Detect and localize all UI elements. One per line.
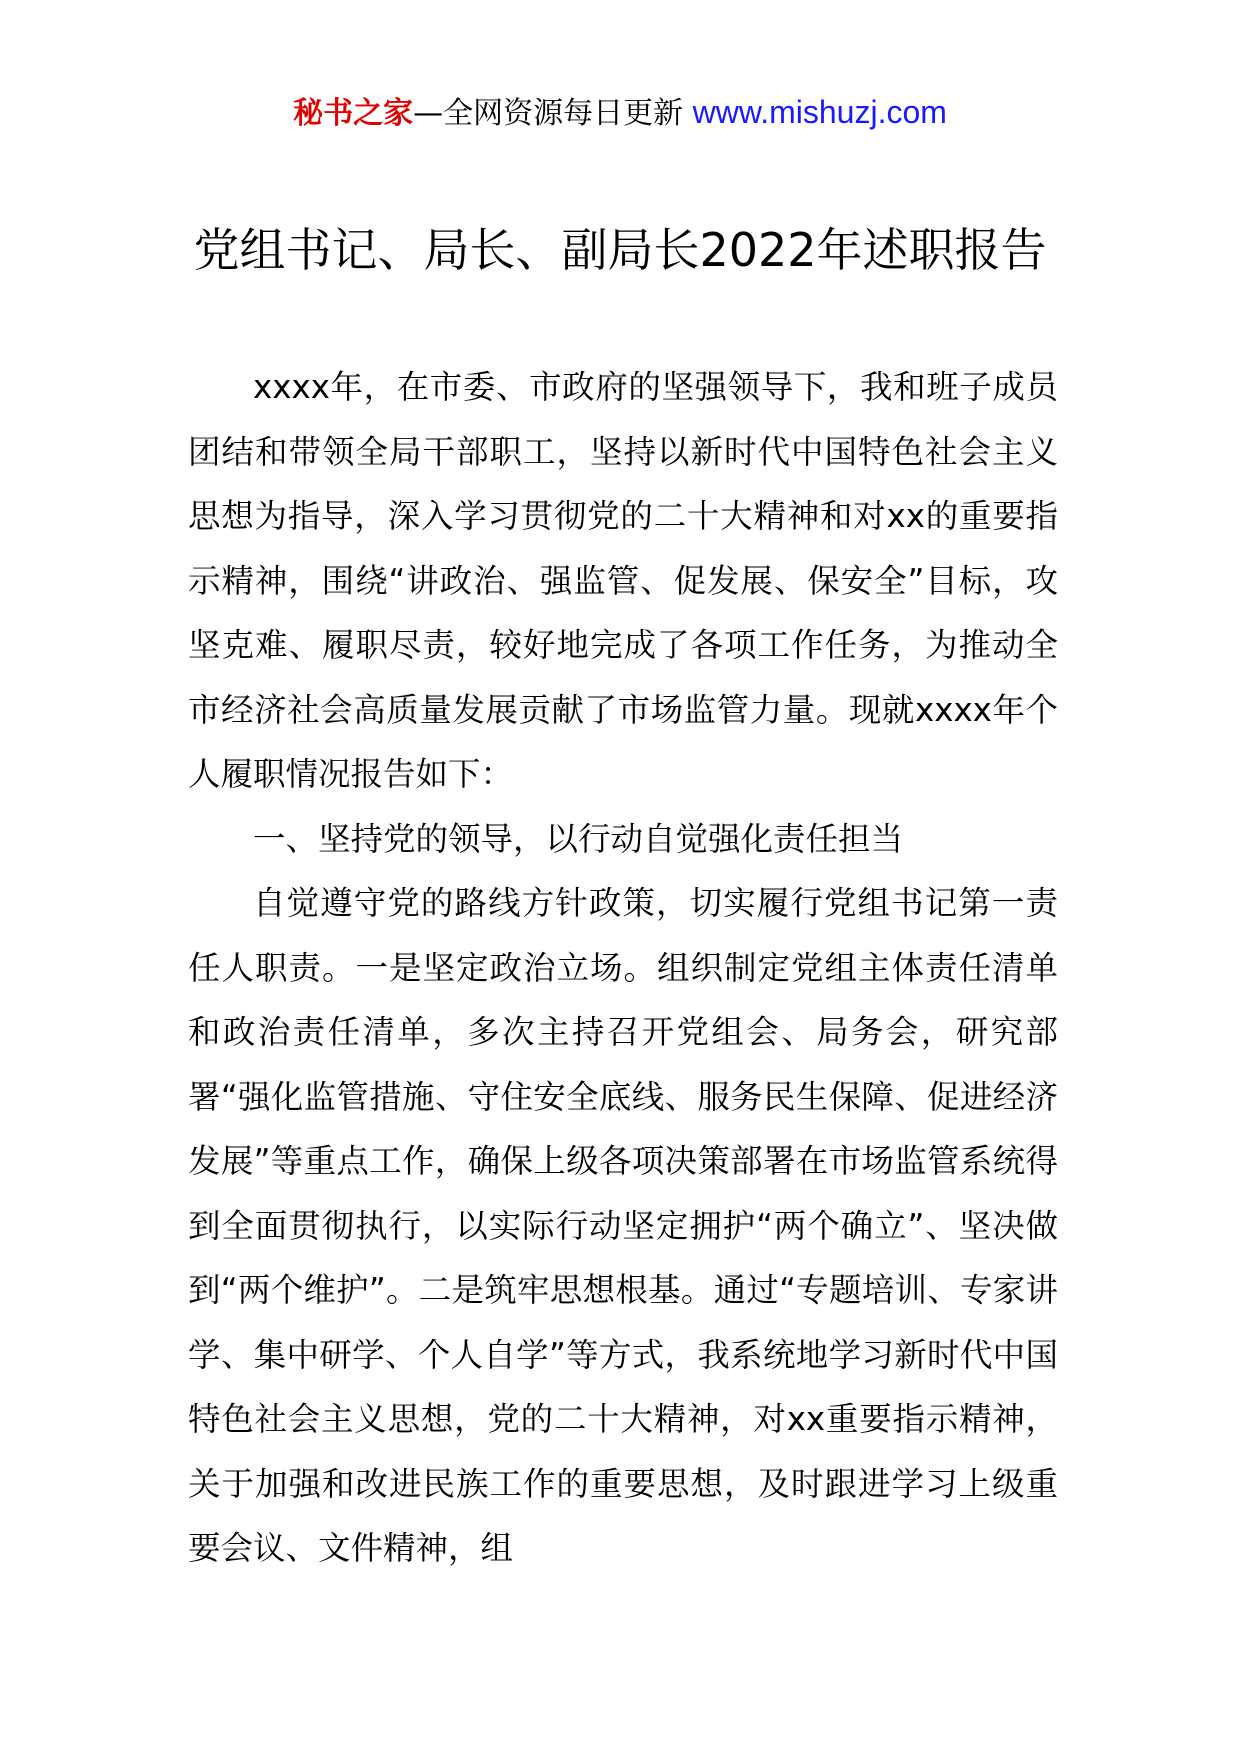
section-heading: 一、坚持党的领导，以行动自觉强化责任担当 xyxy=(253,819,904,858)
document-title: 党组书记、局长、副局长2022年述职报告 xyxy=(193,223,1047,277)
site-header xyxy=(0,92,1240,134)
section-paragraph: 自觉遵守党的路线方针政策，切实履行党组书记第一责任人职责。一是坚定政治立场。组织制定党组主体责任清单和政治责任清单，多次主持召开党组会、局务会，研究部署“强化监管措施、守住安全底线、服务民生保障、促进经济发展”等重点工作，确保上级各项决策部署在市场监管系统得到全面贯彻执行，以实际行动坚定拥护“两个确立”、坚决做到“两个维护”。二是筑牢思想根基。通过“专题培训、专家讲学、集中研学、个人自学”等方式，我系统地学习新时代中国特色社会主义思想，党的二十大精神，对xx重要指示精神，关于加强和改进民族工作的重要思想，及时跟进学习上级重要会议、文件精神，组 xyxy=(188,884,1058,1567)
brand-name: 秘书之家 xyxy=(293,96,414,131)
document-body xyxy=(188,355,1058,1581)
site-url-link[interactable]: www.mishuzj.com xyxy=(692,94,947,130)
intro-paragraph: xxxx年，在市委、市政府的坚强领导下，我和班子成员团结和带领全局干部职工，坚持以新时代中国特色社会主义思想为指导，深入学习贯彻党的二十大精神和对xx的重要指示精神，围绕“讲政治、强监管、促发展、保安全”目标，攻坚克难、履职尽责，较好地完成了各项工作任务，为推动全市经济社会高质量发展贡献了市场监管力量。现就xxxx年个人履职情况报告如下： xyxy=(188,368,1058,793)
header-tagline: —全网资源每日更新 xyxy=(413,96,684,131)
